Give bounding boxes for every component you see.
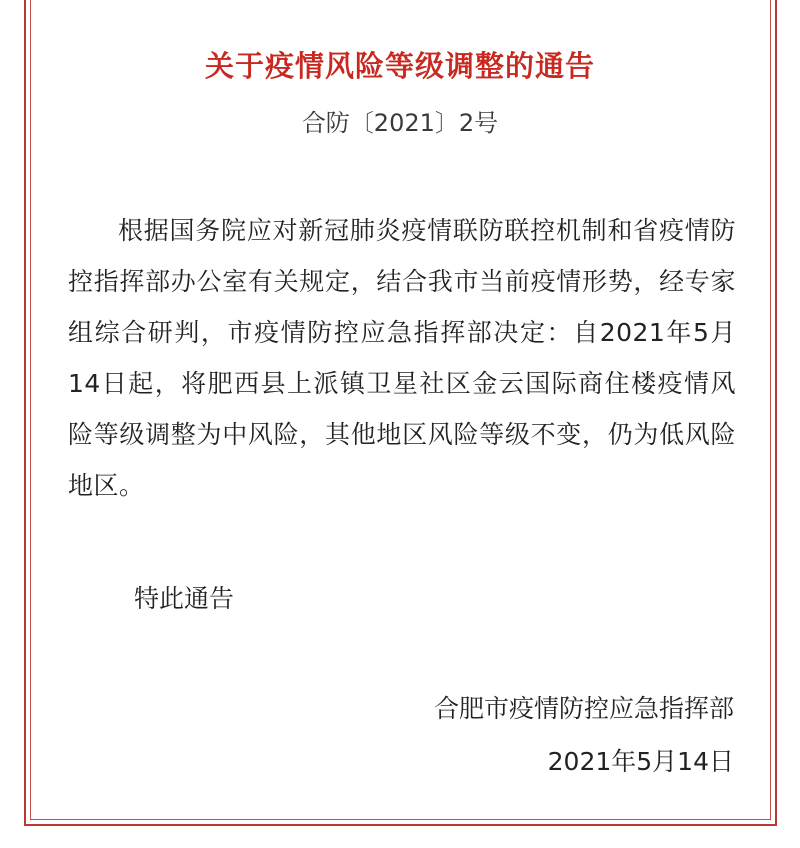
issue-date: 2021年5月14日 — [547, 747, 734, 776]
document-number: 合防〔2021〕2号 — [301, 109, 499, 137]
notice-body: 根据国务院应对新冠肺炎疫情联防联控机制和省疫情防控指挥部办公室有关规定，结合我市当前疫情形势，经专家组综合研判，市疫情防控应急指挥部决定：自2021年5月14日起，将肥西县上派镇卫星社区金云国际商住楼疫情风险等级调整为中风险，其他地区风险等级不变，仍为低风险地区。 — [68, 216, 736, 500]
notice-closing: 特此通告 — [134, 584, 235, 613]
notice-title: 关于疫情风险等级调整的通告 — [204, 49, 595, 83]
issuing-authority: 合肥市疫情防控应急指挥部 — [433, 694, 734, 723]
